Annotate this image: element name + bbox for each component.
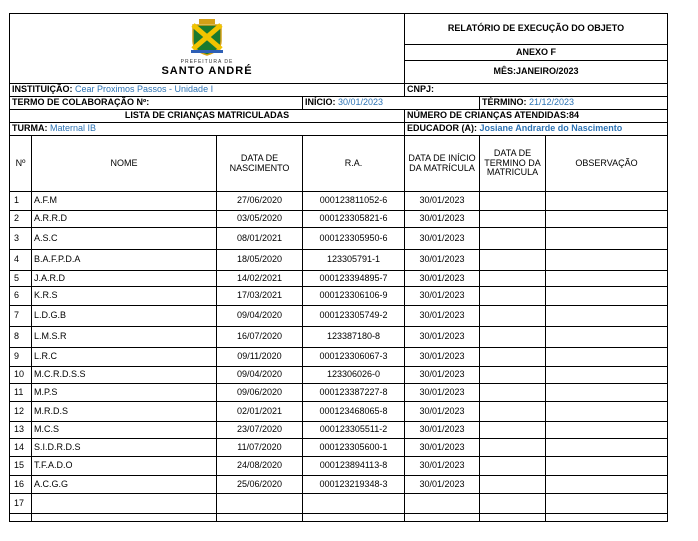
row-observation [546,306,668,327]
table-row [10,348,668,367]
row-birth-date: 17/03/2021 [217,287,303,306]
logo-cell [10,14,405,84]
row-birth-date: 03/05/2020 [217,211,303,228]
row-end-date [480,494,546,514]
row-observation [546,439,668,457]
row-ra: 000123394895-7 [303,271,405,287]
table-row [10,228,668,250]
table-row [10,327,668,348]
report-table [9,13,668,522]
row-name [32,514,217,522]
row-number: 14 [10,439,32,457]
table-row [10,384,668,402]
row-name: L.M.S.R [32,327,217,348]
row-number: 17 [10,494,32,514]
row-number [10,514,32,522]
row-name: M.R.D.S [32,402,217,422]
prefeitura-label: PREFEITURA DE [180,58,234,65]
table-row [10,422,668,439]
educator-cell [405,123,668,136]
end-cell [480,97,668,110]
row-name: B.A.F.P.D.A [32,250,217,271]
row-ra: 123305791-1 [303,250,405,271]
row-end-date [480,228,546,250]
city-name: SANTO ANDRÉ [161,65,253,78]
institution-cell [10,84,405,97]
row-observation [546,367,668,384]
row-end-date [480,211,546,228]
row-end-date [480,192,546,211]
row-number: 12 [10,402,32,422]
city-crest-logo [187,19,227,59]
row-observation [546,228,668,250]
row-ra: 000123387227-8 [303,384,405,402]
row-name: M.C.R.D.S.S [32,367,217,384]
row-start-date: 30/01/2023 [405,271,480,287]
col-header-start: DATA DE INÍCIO DA MATRÍCULA [405,136,480,192]
row-birth-date: 09/11/2020 [217,348,303,367]
row-birth-date: 23/07/2020 [217,422,303,439]
row-observation [546,287,668,306]
row-name: K.R.S [32,287,217,306]
row-name: S.I.D.R.D.S [32,439,217,457]
table-row [10,514,668,522]
row-name: L.D.G.B [32,306,217,327]
row-birth-date: 09/06/2020 [217,384,303,402]
row-ra: 000123305749-2 [303,306,405,327]
table-row [10,211,668,228]
row-number: 5 [10,271,32,287]
report-title: RELATÓRIO DE EXECUÇÃO DO OBJETO [405,14,668,45]
row-observation [546,457,668,476]
col-header-birth: DATA DE NASCIMENTO [217,136,303,192]
row-birth-date: 09/04/2020 [217,367,303,384]
row-observation [546,327,668,348]
end-label: TÉRMINO: [482,97,527,108]
row-end-date [480,514,546,522]
row-number: 13 [10,422,32,439]
table-row [10,250,668,271]
row-start-date: 30/01/2023 [405,192,480,211]
row-name: A.S.C [32,228,217,250]
row-number: 16 [10,476,32,494]
row-birth-date [217,514,303,522]
row-birth-date: 09/04/2020 [217,306,303,327]
row-number: 3 [10,228,32,250]
class-label: TURMA: [12,123,48,134]
row-start-date: 30/01/2023 [405,422,480,439]
row-start-date: 30/01/2023 [405,228,480,250]
row-start-date [405,514,480,522]
row-start-date: 30/01/2023 [405,402,480,422]
col-header-obs: OBSERVAÇÃO [546,136,668,192]
row-end-date [480,384,546,402]
list-title: LISTA DE CRIANÇAS MATRICULADAS [10,110,405,123]
row-ra: 000123305511-2 [303,422,405,439]
start-label: INÍCIO: [305,97,336,108]
term-label: TERMO DE COLABORAÇÃO Nº: [12,97,150,108]
row-end-date [480,439,546,457]
table-row [10,367,668,384]
row-observation [546,422,668,439]
row-birth-date: 18/05/2020 [217,250,303,271]
table-row [10,457,668,476]
class-value: Maternal IB [50,123,97,134]
table-row [10,306,668,327]
row-ra: 000123305950-6 [303,228,405,250]
table-row [10,287,668,306]
row-number: 4 [10,250,32,271]
col-header-ra: R.A. [303,136,405,192]
row-ra: 000123468065-8 [303,402,405,422]
row-start-date: 30/01/2023 [405,306,480,327]
cnpj-label: CNPJ: [407,84,435,95]
row-ra [303,494,405,514]
row-end-date [480,476,546,494]
row-ra: 123306026-0 [303,367,405,384]
start-value: 30/01/2023 [338,97,384,108]
row-name: T.F.A.D.O [32,457,217,476]
row-ra: 000123306067-3 [303,348,405,367]
row-ra: 000123894113-8 [303,457,405,476]
row-birth-date: 14/02/2021 [217,271,303,287]
row-observation [546,402,668,422]
row-ra: 000123305821-6 [303,211,405,228]
row-end-date [480,250,546,271]
row-start-date: 30/01/2023 [405,384,480,402]
row-number: 11 [10,384,32,402]
row-birth-date: 02/01/2021 [217,402,303,422]
row-birth-date: 24/08/2020 [217,457,303,476]
end-value: 21/12/2023 [529,97,575,108]
row-name: A.R.R.D [32,211,217,228]
row-observation [546,514,668,522]
educator-label: EDUCADOR (A): [407,123,477,134]
row-observation [546,192,668,211]
col-header-num: Nº [10,136,32,192]
row-number: 8 [10,327,32,348]
row-name: M.C.S [32,422,217,439]
row-number: 2 [10,211,32,228]
row-start-date: 30/01/2023 [405,367,480,384]
row-ra [303,514,405,522]
row-observation [546,250,668,271]
row-start-date: 30/01/2023 [405,250,480,271]
cnpj-cell [405,84,668,97]
row-observation [546,384,668,402]
annex-label: ANEXO F [405,45,668,61]
row-end-date [480,402,546,422]
row-end-date [480,348,546,367]
row-end-date [480,306,546,327]
row-observation [546,271,668,287]
row-end-date [480,287,546,306]
row-birth-date: 08/01/2021 [217,228,303,250]
row-birth-date: 25/06/2020 [217,476,303,494]
row-birth-date [217,494,303,514]
class-cell [10,123,405,136]
row-number: 15 [10,457,32,476]
row-observation [546,211,668,228]
term-cell [10,97,303,110]
row-birth-date: 27/06/2020 [217,192,303,211]
row-start-date [405,494,480,514]
institution-label: INSTITUIÇÃO: [12,84,73,95]
row-start-date: 30/01/2023 [405,211,480,228]
table-row [10,476,668,494]
row-end-date [480,367,546,384]
row-observation [546,348,668,367]
table-row [10,439,668,457]
row-name [32,494,217,514]
row-ra: 000123811052-6 [303,192,405,211]
col-header-end: DATA DE TERMINO DA MATRICULA [480,136,546,192]
educator-value: Josiane Andrarde do Nascimento [479,123,623,134]
row-number: 7 [10,306,32,327]
row-name: J.A.R.D [32,271,217,287]
row-start-date: 30/01/2023 [405,287,480,306]
row-name: A.F.M [32,192,217,211]
table-row [10,271,668,287]
institution-value: Cear Proximos Passos - Unidade I [75,84,214,95]
row-end-date [480,271,546,287]
row-start-date: 30/01/2023 [405,327,480,348]
row-start-date: 30/01/2023 [405,439,480,457]
row-start-date: 30/01/2023 [405,457,480,476]
col-header-name: NOME [32,136,217,192]
row-end-date [480,327,546,348]
row-ra: 123387180-8 [303,327,405,348]
row-name: A.C.G.G [32,476,217,494]
month-label: MÊS:JANEIRO/2023 [405,61,668,84]
row-start-date: 30/01/2023 [405,348,480,367]
row-number: 9 [10,348,32,367]
table-row [10,494,668,514]
table-row [10,402,668,422]
start-cell [303,97,480,110]
row-ra: 000123306106-9 [303,287,405,306]
row-number: 10 [10,367,32,384]
row-birth-date: 16/07/2020 [217,327,303,348]
row-end-date [480,422,546,439]
children-count: NÚMERO DE CRIANÇAS ATENDIDAS:84 [405,110,668,123]
row-ra: 000123305600-1 [303,439,405,457]
row-number: 1 [10,192,32,211]
row-end-date [480,457,546,476]
table-row [10,192,668,211]
row-ra: 000123219348-3 [303,476,405,494]
row-number: 6 [10,287,32,306]
row-observation [546,494,668,514]
row-start-date: 30/01/2023 [405,476,480,494]
row-name: L.R.C [32,348,217,367]
row-observation [546,476,668,494]
row-name: M.P.S [32,384,217,402]
row-birth-date: 11/07/2020 [217,439,303,457]
